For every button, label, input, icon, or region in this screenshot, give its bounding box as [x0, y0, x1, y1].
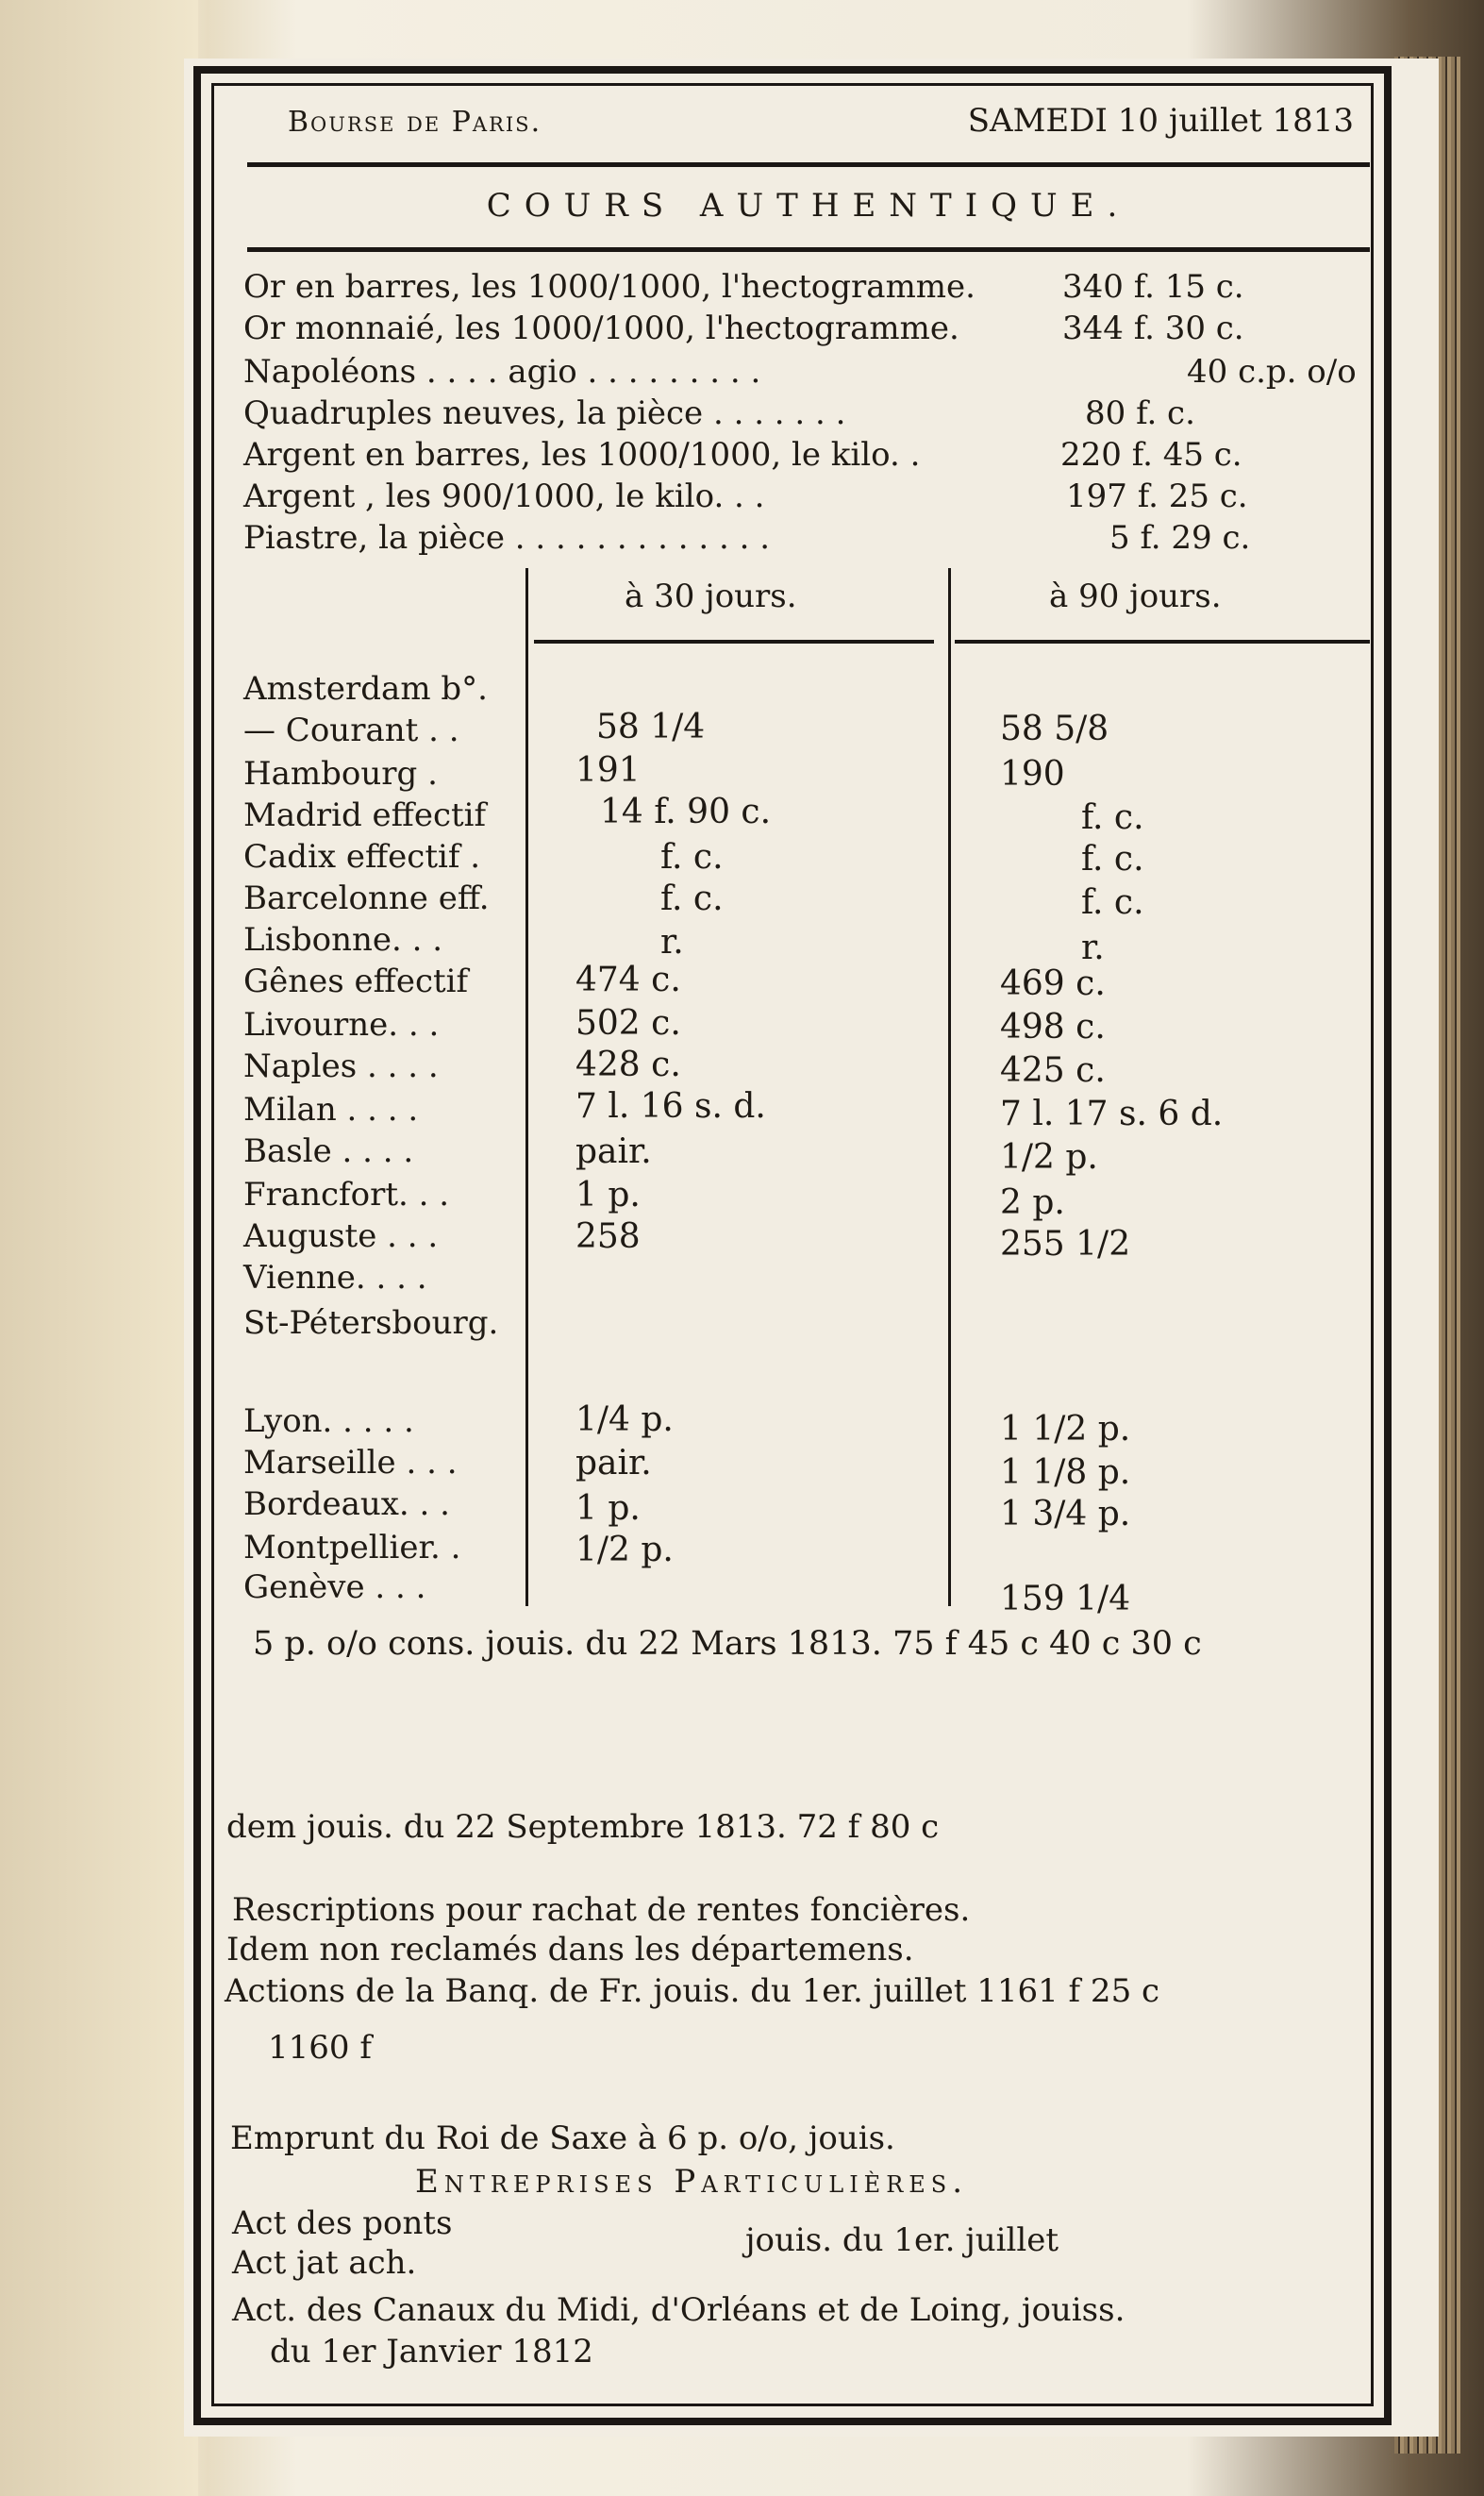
exchange-name: Bourse de Paris. — [288, 106, 542, 139]
bridges-date: jouis. du 1er. juillet — [745, 2221, 1059, 2259]
page-header — [288, 98, 1354, 155]
bank-shares-price: 1160 f — [268, 2029, 372, 2067]
rate-30-days: 1/2 p. — [575, 1531, 674, 1569]
rate-30-days: 502 c. — [575, 1004, 681, 1043]
column-header-rule — [955, 640, 1370, 644]
page-title: COURS AUTHENTIQUE. — [486, 187, 1131, 225]
metal-row-label: Quadruples neuves, la pièce . . . . . . . — [243, 394, 846, 432]
exchange-city: Lisbonne. . . — [243, 921, 443, 959]
rate-90-days: 2 p. — [1000, 1183, 1065, 1222]
metal-row-label: Napoléons . . . . agio . . . . . . . . . — [243, 353, 761, 391]
section-heading: Entreprises Particulières. — [415, 2163, 969, 2201]
rate-90-days: 58 5/8 — [1000, 710, 1109, 748]
idem-line: Idem non reclamés dans les départemens. — [226, 1931, 914, 1968]
rate-30-days: 58 1/4 — [596, 708, 706, 746]
exchange-city: Milan . . . . — [243, 1091, 419, 1129]
metal-row-value: 220 f. 45 c. — [1060, 436, 1242, 474]
exchange-city: — Courant . . — [243, 712, 459, 749]
rate-90-days: 469 c. — [1000, 964, 1106, 1003]
exchange-city: Francfort. . . — [243, 1176, 450, 1214]
domestic-city: Genève . . . — [243, 1568, 426, 1606]
exchange-city: Auguste . . . — [243, 1217, 439, 1255]
exchange-city: Hambourg . — [243, 755, 438, 793]
rate-90-days: 425 c. — [1000, 1051, 1106, 1090]
exchange-city: Cadix effectif . — [243, 838, 481, 876]
exchange-city: Gênes effectif — [243, 963, 469, 1000]
consolidated-rente: 5 p. o/o cons. jouis. du 22 Mars 1813. 75 f 45 c 40 c 30 c — [253, 1625, 1202, 1663]
metal-row-label: Argent en barres, les 1000/1000, le kilo. . — [243, 436, 921, 474]
exchange-city: Vienne. . . . — [243, 1259, 427, 1297]
bank-shares-line: Actions de la Banq. de Fr. jouis. du 1er. juillet 1161 f 25 c — [225, 1972, 1160, 2010]
column-header-30-days: à 30 jours. — [625, 578, 797, 615]
exchange-city: Madrid effectif — [243, 796, 487, 834]
rate-30-days: pair. — [575, 1444, 652, 1483]
domestic-city: Lyon. . . . . — [243, 1402, 414, 1440]
rate-90-days: 7 l. 17 s. 6 d. — [1000, 1095, 1224, 1133]
rate-90-days: f. c. — [1081, 798, 1144, 837]
rate-30-days: 14 f. 90 c. — [600, 793, 772, 831]
exchange-city: Basle . . . . — [243, 1132, 414, 1170]
title-rule — [247, 247, 1370, 252]
rate-30-days: pair. — [575, 1132, 652, 1171]
metal-row-label: Piastre, la pièce . . . . . . . . . . . . . — [243, 519, 770, 557]
exchange-city: Barcelonne eff. — [243, 879, 490, 917]
rate-30-days: 428 c. — [575, 1046, 681, 1084]
column-header-rule — [534, 640, 934, 644]
rate-30-days: 1 p. — [575, 1489, 641, 1528]
issue-date: SAMEDI 10 juillet 1813 — [967, 102, 1354, 140]
rate-90-days: r. — [1081, 929, 1105, 967]
rate-90-days: 159 1/4 — [1000, 1580, 1131, 1618]
header-rule — [247, 162, 1370, 167]
rate-90-days: 1/2 p. — [1000, 1138, 1098, 1177]
domestic-city: Bordeaux. . . — [243, 1485, 450, 1523]
metal-row-value: 344 f. 30 c. — [1062, 310, 1244, 347]
domestic-city: Marseille . . . — [243, 1444, 458, 1482]
rate-90-days: 1 1/8 p. — [1000, 1453, 1131, 1492]
rate-90-days: 1 1/2 p. — [1000, 1410, 1131, 1449]
rate-90-days: 255 1/2 — [1000, 1225, 1131, 1264]
shares-line: Act jat ach. — [232, 2244, 417, 2282]
metal-row-value: 5 f. 29 c. — [1109, 519, 1251, 557]
rente-september: dem jouis. du 22 Septembre 1813. 72 f 80 c — [226, 1808, 940, 1846]
left-page-edge — [0, 0, 198, 2496]
bridges-shares: Act des ponts — [232, 2204, 453, 2242]
rate-30-days: 474 c. — [575, 961, 681, 999]
rate-30-days: 1/4 p. — [575, 1400, 674, 1439]
canals-shares: Act. des Canaux du Midi, d'Orléans et de Loing, jouiss. — [232, 2291, 1126, 2329]
column-header-90-days: à 90 jours. — [1049, 578, 1222, 615]
column-divider — [525, 568, 528, 1606]
rate-90-days: 190 — [1000, 755, 1065, 794]
rate-90-days: 1 3/4 p. — [1000, 1495, 1131, 1533]
exchange-city: Amsterdam b°. — [243, 670, 488, 708]
exchange-city: Naples . . . . — [243, 1047, 439, 1085]
exchange-city: St-Pétersbourg. — [243, 1304, 499, 1342]
canals-date: du 1er Janvier 1812 — [270, 2333, 593, 2370]
metal-row-value: 340 f. 15 c. — [1062, 268, 1244, 306]
metal-row-label: Or monnaié, les 1000/1000, l'hectogramme. — [243, 310, 959, 347]
rate-90-days: f. c. — [1081, 883, 1144, 922]
exchange-city: Livourne. . . — [243, 1006, 440, 1044]
rate-30-days: 258 — [575, 1217, 641, 1256]
domestic-city: Montpellier. . — [243, 1529, 461, 1566]
metal-row-label: Or en barres, les 1000/1000, l'hectogramme. — [243, 268, 975, 306]
rate-30-days: 7 l. 16 s. d. — [575, 1087, 766, 1126]
column-divider — [948, 568, 951, 1606]
rescriptions-line: Rescriptions pour rachat de rentes foncières. — [232, 1891, 971, 1929]
rate-30-days: f. c. — [660, 838, 724, 877]
rate-30-days: 1 p. — [575, 1176, 641, 1214]
rate-30-days: r. — [660, 923, 684, 962]
metal-row-value: 197 f. 25 c. — [1066, 477, 1248, 515]
metal-row-value: 40 c.p. o/o — [1187, 353, 1357, 391]
metal-row-value: 80 f. c. — [1085, 394, 1195, 432]
metal-row-label: Argent , les 900/1000, le kilo. . . — [243, 477, 765, 515]
rate-90-days: 498 c. — [1000, 1008, 1106, 1047]
saxony-loan: Emprunt du Roi de Saxe à 6 p. o/o, jouis. — [230, 2119, 895, 2157]
rate-90-days: f. c. — [1081, 840, 1144, 879]
rate-30-days: 191 — [575, 751, 641, 790]
rate-30-days: f. c. — [660, 879, 724, 918]
